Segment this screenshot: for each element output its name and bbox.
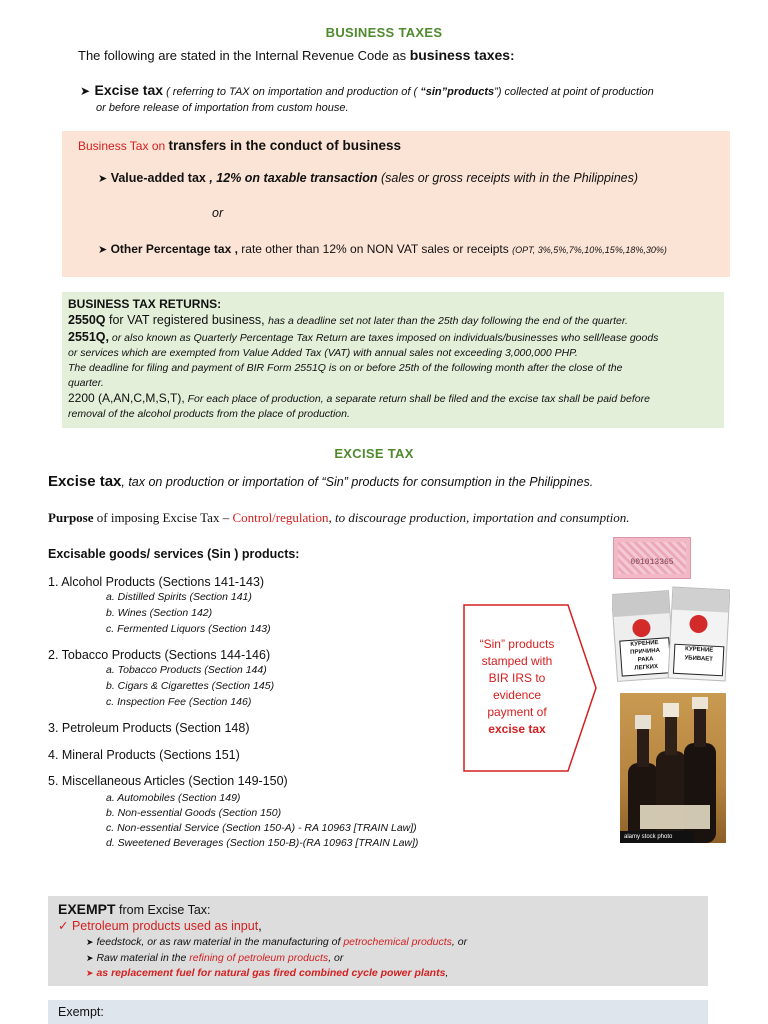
goods-sub: a. Distilled Spirits (Section 141) xyxy=(106,591,252,603)
goods-sub: c. Non-essential Service (Section 150-A) - RA 10963 [TRAIN Law]) xyxy=(106,822,417,834)
goods-sub: c. Inspection Fee (Section 146) xyxy=(106,696,252,708)
purpose-line: Purpose of imposing Excise Tax – Control/regulation, to discourage production, importation and consumption. xyxy=(48,510,630,525)
tax-stamp-image: 001013365 xyxy=(613,537,691,579)
goods-sub: b. Non-essential Goods (Section 150) xyxy=(106,807,282,819)
returns-heading: BUSINESS TAX RETURNS: xyxy=(68,297,222,311)
goods-heading: Excisable goods/ services (Sin ) products: xyxy=(48,547,300,561)
arrow-bullet-icon: ➤ xyxy=(98,173,108,185)
goods-sub: a. Tobacco Products (Section 144) xyxy=(106,664,267,676)
arrow-bullet-icon: ➤ xyxy=(86,937,94,947)
goods-item-5: 5. Miscellaneous Articles (Section 149-150) xyxy=(48,774,288,788)
callout-text: “Sin” products stamped with BIR IRS to evidence payment of excise tax xyxy=(479,637,555,736)
goods-item-3: 3. Petroleum Products (Section 148) xyxy=(48,721,250,735)
excise-bullet: ➤ Excise tax ( referring to TAX on importation and production of ( “sin”products”) collected at point of production or before release of importation from custom house. xyxy=(80,82,654,114)
excise-definition: Excise tax, tax on production or importation of “Sin” products for consumption in the Philippines. xyxy=(48,473,594,490)
goods-item-2: 2. Tobacco Products (Sections 144-146) xyxy=(48,648,271,662)
vat-bullet: ➤ Value-added tax , 12% on taxable transaction (sales or gross receipts with in the Philippines) xyxy=(98,171,639,185)
transfer-box xyxy=(62,131,730,277)
return-2551q: 2551Q, or also known as Quarterly Percentage Tax Return are taxes imposed on individuals/businesses who sell/lease goods xyxy=(68,330,659,344)
arrow-bullet-icon: ➤ xyxy=(80,84,91,98)
goods-item-1: 1. Alcohol Products (Sections 141-143) xyxy=(48,575,265,589)
excise-tax-title: EXCISE TAX xyxy=(334,446,414,461)
goods-sub: b. Wines (Section 142) xyxy=(106,607,213,619)
cigarette-packs-image xyxy=(612,586,730,682)
return-2200: 2200 (A,AN,C,M,S,T), For each place of production, a separate return shall be filed and the excise tax shall be paid before xyxy=(68,391,650,405)
arrow-bullet-icon: ➤ xyxy=(86,968,94,978)
cigarette-pack-right: КУРЕНИЕ УБИВАЕТ xyxy=(668,587,730,682)
checkmark-icon: ✓ xyxy=(58,919,69,933)
intro-line: The following are stated in the Internal Revenue Code as business taxes: xyxy=(78,47,515,63)
business-taxes-title: BUSINESS TAXES xyxy=(325,25,443,40)
or-text: or xyxy=(212,206,224,220)
goods-item-4: 4. Mineral Products (Sections 151) xyxy=(48,748,240,762)
arrow-bullet-icon: ➤ xyxy=(86,953,94,963)
return-2550q: 2550Q for VAT registered business, has a deadline set not later than the 25th day following the end of the quarter. xyxy=(68,313,628,327)
exempt-line-3: ➤ as replacement fuel for natural gas fired combined cycle power plants, xyxy=(86,967,449,979)
exempt-box xyxy=(48,896,708,986)
cigarette-pack-left: КУРЕНИЕ ПРИЧИНА РАКА ЛЕГКИХ xyxy=(612,590,675,682)
goods-sub: c. Fermented Liquors (Section 143) xyxy=(106,623,271,635)
exempt-line-1: ➤ feedstock, or as raw material in the manufacturing of petrochemical products, or xyxy=(86,936,468,948)
tax-returns-box: BUSINESS TAX RETURNS: 2550Q for VAT registered business, has a deadline set not later than the 25th day following the end of the quarter. 2551Q, or also known as Quarterly Percentage Tax Return are taxes imposed on individuals/businesses who sell/lease goods or services which are exempted from Value Added Tax (VAT) with annual sales not exceeding 3,000,000 PHP. The deadline for filing and payment of BIR Form 2551Q is on or before 25th of the following month after the close of the quarter. 2200 (A,AN,C,M,S,T), For each place of production, a separate return shall be filed and the excise tax shall be paid before removal of the alcohol products from the place of production. xyxy=(62,292,724,428)
exempt-line-2: ➤ Raw material in the refining of petroleum products, or xyxy=(86,952,344,964)
goods-sub: b. Cigars & Cigarettes (Section 145) xyxy=(106,680,275,692)
exempt-check-line: ✓ Petroleum products used as input, xyxy=(58,919,262,933)
transfer-heading: Business Tax on transfers in the conduct of business xyxy=(78,138,402,153)
exempt-heading: EXEMPT from Excise Tax: xyxy=(58,901,211,917)
goods-sub: a. Automobiles (Section 149) xyxy=(106,792,241,804)
arrow-bullet-icon: ➤ xyxy=(98,244,108,256)
goods-sub: d. Sweetened Beverages (Section 150-B)-(RA 10963 [TRAIN Law]) xyxy=(106,837,419,849)
bottles-drawing xyxy=(620,693,726,843)
exempt-box-2: Exempt: xyxy=(48,1000,708,1024)
liquor-bottles-image: alamy stock photo xyxy=(620,693,726,843)
opt-bullet: ➤ Other Percentage tax , rate other than 12% on NON VAT sales or receipts (OPT, 3%,5%,7%,10%,15%,18%,30%) xyxy=(98,242,667,256)
